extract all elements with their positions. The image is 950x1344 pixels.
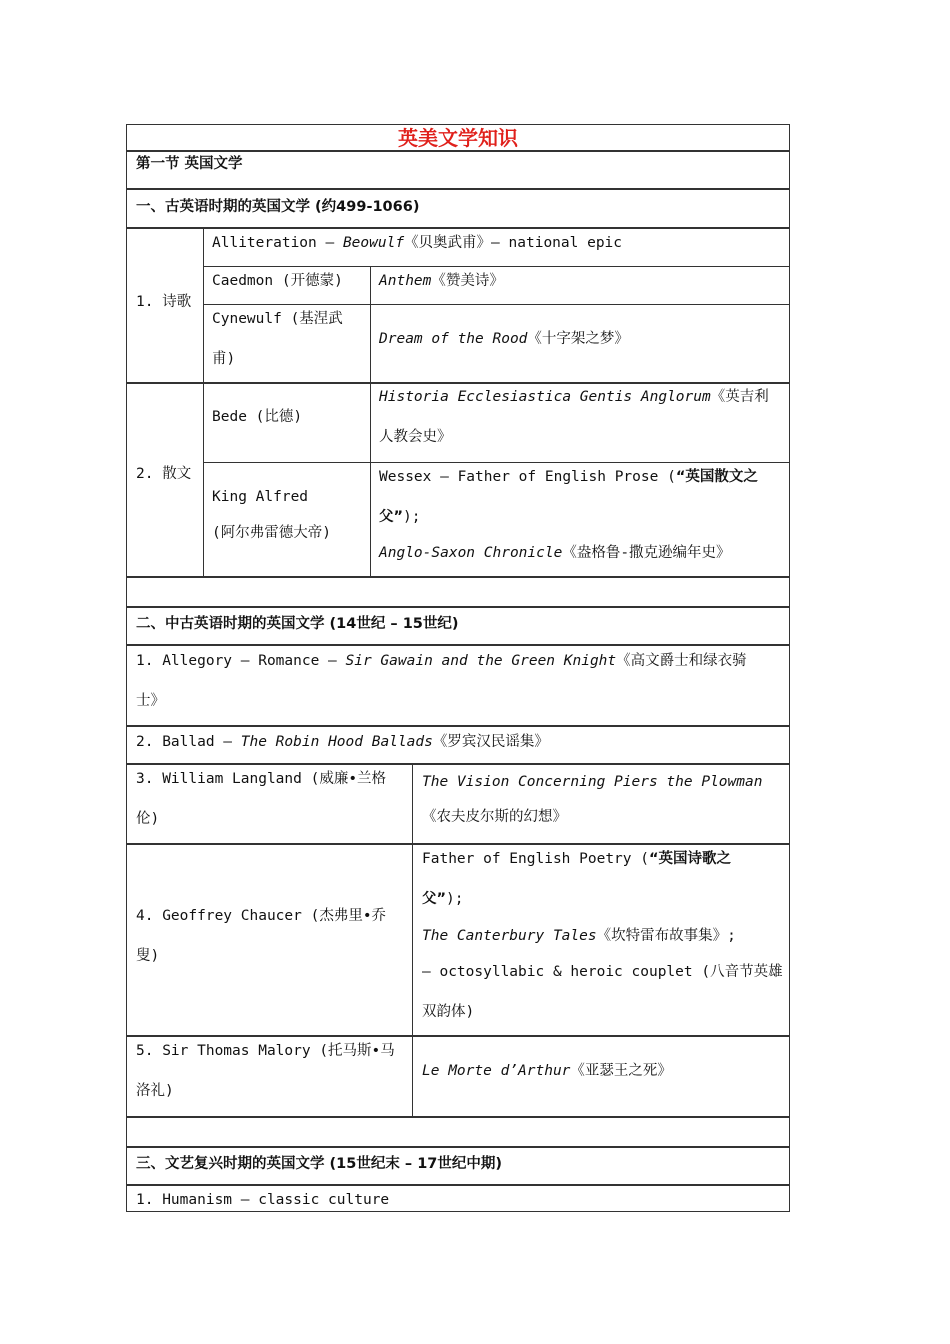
alfred-line-3: Anglo-Saxon Chronicle《盎格鲁-撒克逊编年史》 xyxy=(379,545,731,561)
cynewulf-author-2: 甫) xyxy=(212,351,236,367)
chaucer-author-2: 叟) xyxy=(136,948,160,964)
part3-heading: 三、文艺复兴时期的英国文学 (15世纪末 – 17世纪中期) xyxy=(136,1156,503,1172)
part3-heading-row xyxy=(126,1146,790,1186)
ballad-line: 2. Ballad – The Robin Hood Ballads《罗宾汉民谣集》 xyxy=(136,734,549,750)
bede-author: Bede (比德) xyxy=(212,409,303,425)
part1-heading: 一、古英语时期的英国文学 (约499-1066) xyxy=(136,199,420,215)
langland-author-1: 3. William Langland (威廉•兰格 xyxy=(136,771,387,787)
bede-work-2: 人教会史》 xyxy=(379,429,452,445)
malory-author-1: 5. Sir Thomas Malory (托马斯•马 xyxy=(136,1043,395,1059)
chaucer-line-1: Father of English Poetry (“英国诗歌之 xyxy=(422,851,732,867)
section-row xyxy=(126,150,790,190)
alfred-author-1: King Alfred xyxy=(212,489,309,505)
caedmon-work: Anthem《赞美诗》 xyxy=(379,273,504,289)
cynewulf-author-1: Cynewulf (基涅武 xyxy=(212,311,343,327)
poetry-label: 1. 诗歌 xyxy=(136,294,192,310)
langland-row xyxy=(126,763,790,845)
poetry-block xyxy=(126,227,790,384)
title-row xyxy=(126,124,790,152)
humanism-row xyxy=(126,1184,790,1212)
spacer-row-2 xyxy=(126,1116,790,1148)
cynewulf-work: Dream of the Rood《十字架之梦》 xyxy=(379,331,629,347)
section-title: 第一节 英国文学 xyxy=(136,156,243,172)
part1-heading-row xyxy=(126,188,790,229)
alliteration-line: Alliteration – Beowulf《贝奥武甫》– national epic xyxy=(212,235,623,251)
chaucer-author-1: 4. Geoffrey Chaucer (杰弗里•乔 xyxy=(136,908,387,924)
malory-row xyxy=(126,1035,790,1118)
langland-work-1: The Vision Concerning Piers the Plowman xyxy=(422,774,763,790)
part2-heading-row xyxy=(126,606,790,646)
langland-author-2: 伦) xyxy=(136,811,160,827)
bede-work-1: Historia Ecclesiastica Gentis Anglorum《英吉利 xyxy=(379,389,769,405)
langland-work-2: 《农夫皮尔斯的幻想》 xyxy=(422,809,567,825)
alfred-line-1: Wessex – Father of English Prose (“英国散文之 xyxy=(379,469,758,485)
chaucer-line-3: The Canterbury Tales《坎特雷布故事集》; xyxy=(422,928,736,944)
chaucer-row xyxy=(126,843,790,1037)
allegory-line-1: 1. Allegory – Romance – Sir Gawain and the Green Knight《高文爵士和绿衣骑 xyxy=(136,653,747,669)
chaucer-line-5: 双韵体) xyxy=(422,1004,475,1020)
ballad-row xyxy=(126,725,790,765)
humanism-line: 1. Humanism – classic culture xyxy=(136,1192,390,1208)
chaucer-line-4: – octosyllabic & heroic couplet (八音节英雄 xyxy=(422,964,783,980)
alfred-author-2: (阿尔弗雷德大帝) xyxy=(212,525,331,541)
alfred-line-2: 父”); xyxy=(379,509,421,525)
prose-block xyxy=(126,382,790,578)
page-title: 英美文学知识 xyxy=(398,126,518,150)
chaucer-line-2: 父”); xyxy=(422,891,464,907)
allegory-line-2: 士》 xyxy=(136,693,165,709)
part2-heading: 二、中古英语时期的英国文学 (14世纪 – 15世纪) xyxy=(136,616,459,632)
caedmon-author: Caedmon (开德蒙) xyxy=(212,273,343,289)
spacer-row-1 xyxy=(126,576,790,608)
malory-author-2: 洛礼) xyxy=(136,1083,174,1099)
malory-work: Le Morte d’Arthur《亚瑟王之死》 xyxy=(422,1063,672,1079)
allegory-row xyxy=(126,644,790,727)
prose-label: 2. 散文 xyxy=(136,466,192,482)
